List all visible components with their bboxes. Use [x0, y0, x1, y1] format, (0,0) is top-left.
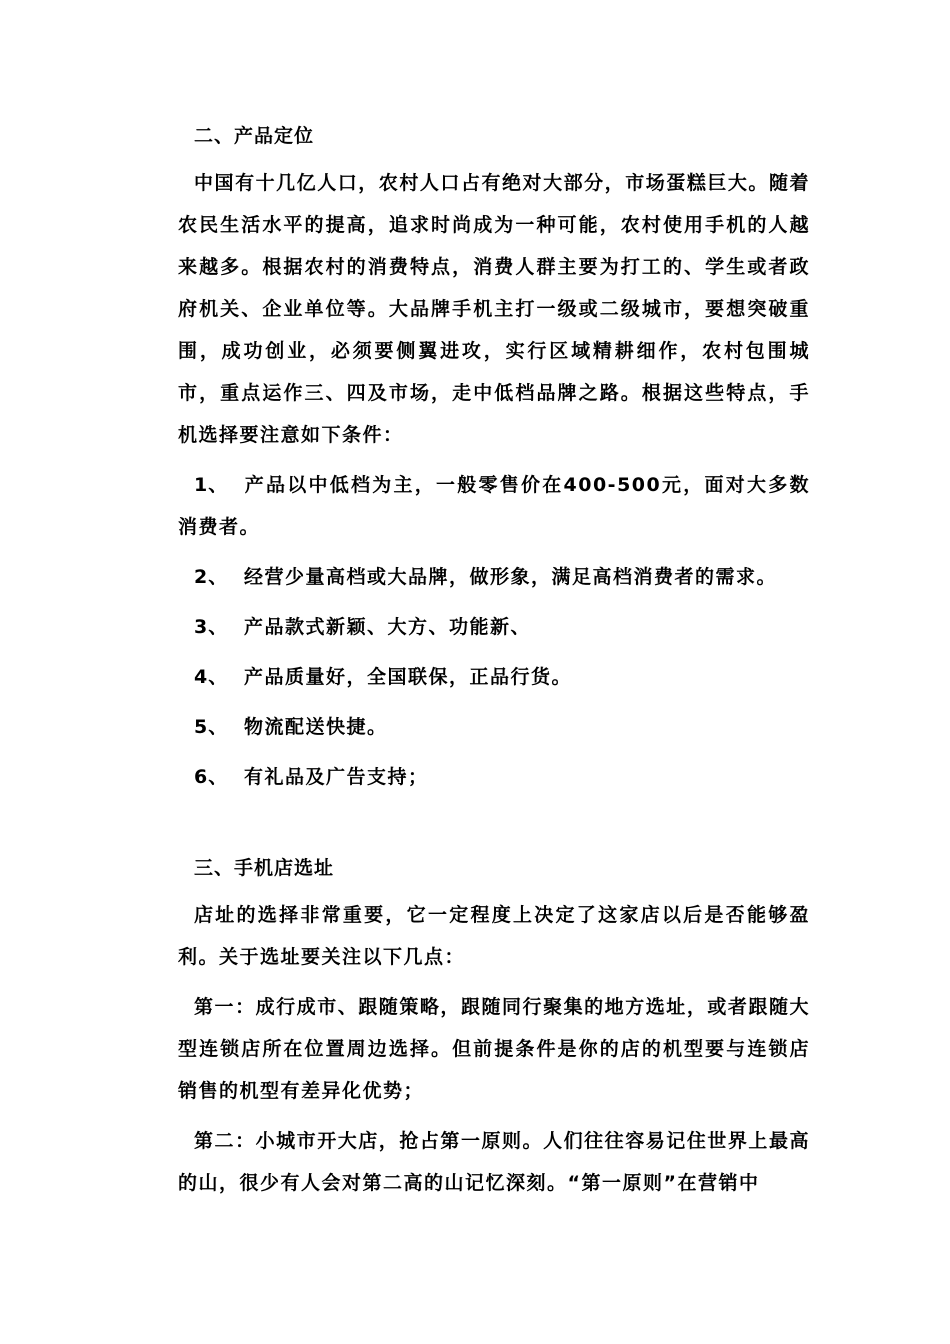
list-item-text: 产品以中低档为主，一般零售价在400-500元，面对大多数消费者。: [178, 474, 810, 538]
list-item-text: 经营少量高档或大品牌，做形象，满足高档消费者的需求。: [244, 566, 778, 588]
list-item-number: 4、: [194, 666, 229, 688]
list-item-number: 3、: [194, 616, 229, 638]
list-item: [178, 606, 810, 648]
paragraph-market-analysis: 中国有十几亿人口，农村人口占有绝对大部分，市场蛋糕巨大。随着农民生活水平的提高，追求时尚成为一种可能，农村使用手机的人越来越多。根据农村的消费特点，消费人群主要为打工的、学生或者政府机关、企业单位等。大品牌手机主打一级或二级城市，要想突破重围，成功创业，必须要侧翼进攻，实行区域精耕细作，农村包围城市，重点运作三、四及市场，走中低档品牌之路。根据这些特点，手机选择要注意如下条件：: [178, 172, 810, 446]
list-item-number: 1、: [194, 474, 229, 496]
list-item-text: 产品质量好，全国联保，正品行货。: [244, 666, 573, 688]
list-item-number: 5、: [194, 716, 229, 738]
section-heading-store-location: 三、手机店选址: [194, 857, 335, 879]
section-heading-product-positioning: 二、产品定位: [194, 125, 315, 147]
paragraph-location-point-2: 第二：小城市开大店，抢占第一原则。人们往往容易记住世界上最高的山，很少有人会对第二高的山记忆深刻。“第一原则”在营销中: [178, 1130, 810, 1194]
list-item: [178, 706, 810, 748]
list-item-text: 有礼品及广告支持；: [244, 766, 429, 788]
list-item-text: 物流配送快捷。: [244, 716, 388, 738]
list-item-number: 2、: [194, 566, 229, 588]
list-item-text: 产品款式新颖、大方、功能新、: [244, 616, 532, 638]
list-item-number: 6、: [194, 766, 229, 788]
document-body: [178, 118, 810, 1204]
list-item: [178, 556, 810, 598]
paragraph-location-point-1: 第一：成行成市、跟随策略，跟随同行聚集的地方选址，或者跟随大型连锁店所在位置周边选择。但前提条件是你的店的机型要与连锁店销售的机型有差异化优势；: [178, 996, 810, 1102]
list-item: [178, 464, 810, 548]
list-item: [178, 656, 810, 698]
paragraph-location-intro: 店址的选择非常重要，它一定程度上决定了这家店以后是否能够盈利。关于选址要关注以下几点：: [178, 904, 810, 968]
list-item: [178, 756, 810, 798]
